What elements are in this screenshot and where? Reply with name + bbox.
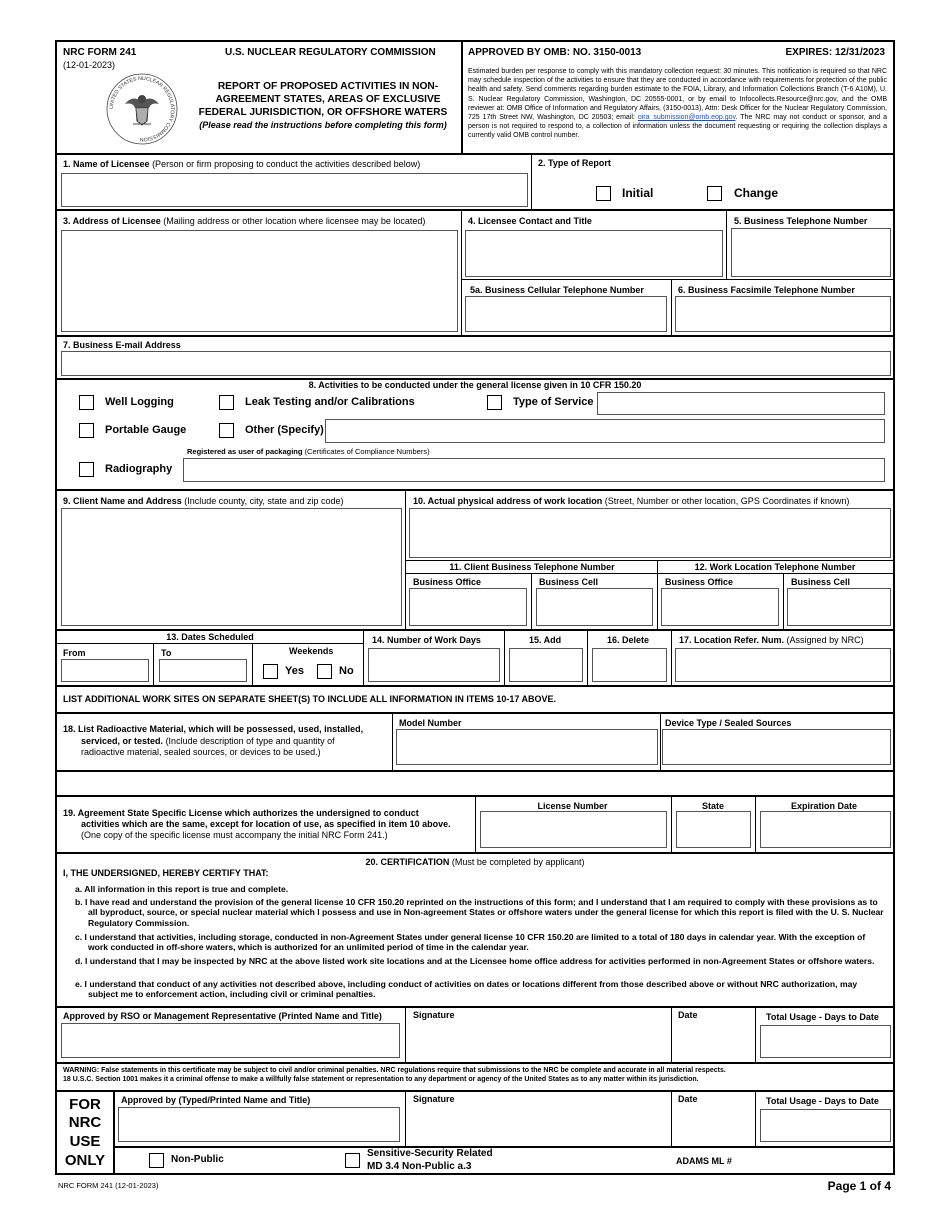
nrc-total-usage-input[interactable] bbox=[760, 1109, 891, 1142]
weekends-yes-checkbox[interactable] bbox=[263, 664, 278, 679]
additional-sites-note: LIST ADDITIONAL WORK SITES ON SEPARATE SHEET(S) TO INCLUDE ALL INFORMATION IN ITEMS 10-17 ABOVE. bbox=[63, 694, 557, 704]
form-number: NRC FORM 241 bbox=[63, 47, 137, 58]
field-19-line-3: (One copy of the specific license must accompany the initial NRC Form 241.) bbox=[81, 830, 388, 840]
field-15-label: 15. Add bbox=[529, 635, 562, 645]
certification-item-c: c. I understand that activities, including storage, conducted in non-Agreement States under general license 10 CFR 150.20 are limited to a total of 180 days in calendar year. With the exception of work conducted in off-shore waters, which is authorized for an unlimited period of time in the calendar year. bbox=[75, 932, 866, 953]
business-phone-input[interactable] bbox=[731, 228, 891, 277]
applicant-date-label: Date bbox=[678, 1010, 698, 1020]
field-3-label: 3. Address of Licensee (Mailing address or other location where licensee may be located) bbox=[63, 216, 426, 226]
expiration-date-label: Expiration Date bbox=[790, 801, 857, 811]
omb-email-link[interactable]: oira_submission@omb.eop.gov bbox=[637, 114, 736, 122]
device-type-label: Device Type / Sealed Sources bbox=[665, 718, 792, 728]
seal-text: UNITED STATES NUCLEAR REGULATORY COMMISSION bbox=[108, 75, 176, 143]
device-type-input[interactable] bbox=[662, 729, 891, 765]
total-usage-label: Total Usage - Days to Date bbox=[766, 1012, 879, 1022]
licensee-contact-input[interactable] bbox=[465, 230, 723, 277]
field-9-label: 9. Client Name and Address (Include county, city, state and zip code) bbox=[63, 496, 344, 506]
rso-name-input[interactable] bbox=[61, 1023, 400, 1058]
portable-gauge-label: Portable Gauge bbox=[105, 424, 187, 436]
date-from-input[interactable] bbox=[61, 659, 149, 682]
certification-item-d: d. I understand that I may be inspected by NRC at the above listed work site locations and at the Licensee home office address for activities performed in non-Agreement States or offshore waters. bbox=[75, 956, 875, 966]
field-17-label: 17. Location Refer. Num. (Assigned by NRC) bbox=[679, 635, 864, 645]
business-cell-input[interactable] bbox=[465, 296, 667, 332]
licensee-name-input[interactable] bbox=[61, 173, 528, 207]
work-location-address-input[interactable] bbox=[409, 508, 891, 558]
date-to-label: To bbox=[161, 648, 172, 658]
other-activity-label: Other (Specify) bbox=[245, 424, 324, 436]
type-of-service-checkbox[interactable] bbox=[487, 395, 502, 410]
radiography-checkbox[interactable] bbox=[79, 462, 94, 477]
well-logging-checkbox[interactable] bbox=[79, 395, 94, 410]
change-label: Change bbox=[734, 186, 779, 200]
client-cell-label: Business Cell bbox=[539, 577, 599, 587]
license-number-input[interactable] bbox=[480, 811, 667, 848]
work-cell-label: Business Cell bbox=[791, 577, 851, 587]
licensee-address-input[interactable] bbox=[61, 230, 458, 332]
certification-item-e: e. I understand that conduct of any activities not described above, including conduct of activities on dates or locations different from those described above or without NRC authorization, may subject me to enforcement action, including civil or criminal penalties. bbox=[75, 979, 858, 1000]
work-cell-phone-input[interactable] bbox=[787, 588, 891, 626]
applicant-signature-label: Signature bbox=[413, 1010, 455, 1020]
non-public-checkbox[interactable] bbox=[149, 1153, 164, 1168]
only-label: ONLY bbox=[64, 1152, 106, 1169]
field-19-line-2: activities which are the same, except for location of use, as specified in item 10 above. bbox=[81, 819, 451, 829]
field-13-label: 13. Dates Scheduled bbox=[166, 632, 254, 642]
work-days-input[interactable] bbox=[368, 648, 500, 682]
leak-testing-label: Leak Testing and/or Calibrations bbox=[245, 396, 415, 408]
nrc-approved-by-label: Approved by (Typed/Printed Name and Title) bbox=[121, 1095, 311, 1105]
field-12-label: 12. Work Location Telephone Number bbox=[694, 562, 856, 572]
nrc-signature-label: Signature bbox=[413, 1094, 455, 1104]
date-from-label: From bbox=[63, 648, 86, 658]
total-usage-input[interactable] bbox=[760, 1025, 891, 1058]
weekends-label: Weekends bbox=[289, 646, 334, 656]
registered-packaging-label: Registered as user of packaging (Certificates of Compliance Numbers) bbox=[187, 447, 430, 456]
title-subtitle: (Please read the instructions before completing this form) bbox=[199, 120, 447, 130]
field-16-label: 16. Delete bbox=[607, 635, 650, 645]
field-4-label: 4. Licensee Contact and Title bbox=[468, 216, 592, 226]
other-activity-input[interactable] bbox=[325, 419, 885, 443]
certification-title: 20. CERTIFICATION (Must be completed by applicant) bbox=[365, 857, 585, 867]
model-number-label: Model Number bbox=[399, 718, 462, 728]
nrc-approved-by-input[interactable] bbox=[118, 1107, 400, 1142]
nrc-seal-icon bbox=[105, 72, 179, 146]
client-name-address-input[interactable] bbox=[61, 508, 402, 626]
field-5-label: 5. Business Telephone Number bbox=[734, 216, 868, 226]
field-11-label: 11. Client Business Telephone Number bbox=[449, 562, 615, 572]
model-number-input[interactable] bbox=[396, 729, 658, 765]
field-2-label: 2. Type of Report bbox=[538, 158, 611, 168]
radiography-label: Radiography bbox=[105, 463, 173, 475]
state-input[interactable] bbox=[676, 811, 751, 848]
field-1-label: 1. Name of Licensee (Person or firm proposing to conduct the activities described below) bbox=[63, 159, 421, 169]
client-office-label: Business Office bbox=[413, 577, 482, 587]
nrc-total-usage-label: Total Usage - Days to Date bbox=[766, 1096, 879, 1106]
location-reference-input[interactable] bbox=[675, 648, 891, 682]
initial-label: Initial bbox=[622, 186, 654, 200]
title-line-3: FEDERAL JURISDICTION, OR OFFSHORE WATERS bbox=[198, 107, 448, 118]
weekends-yes-label: Yes bbox=[285, 665, 304, 677]
rso-approval-label: Approved by RSO or Management Representative (Printed Name and Title) bbox=[63, 1011, 382, 1021]
initial-report-checkbox[interactable] bbox=[596, 186, 611, 201]
footer-form-id: NRC FORM 241 (12-01-2023) bbox=[58, 1181, 159, 1190]
portable-gauge-checkbox[interactable] bbox=[79, 423, 94, 438]
warning-line-2: 18 U.S.C. Section 1001 makes it a criminal offense to make a willfully false statement or representation to any department or agency of the United States as to any matter within its jurisdiction. bbox=[63, 1076, 699, 1083]
nrc-form-241 bbox=[55, 40, 895, 1175]
work-office-label: Business Office bbox=[665, 577, 734, 587]
nrc-label: NRC bbox=[68, 1114, 102, 1131]
field-18-line-2: serviced, or tested. (Include description of type and quantity of bbox=[81, 736, 335, 746]
leak-testing-checkbox[interactable] bbox=[219, 395, 234, 410]
certification-item-a: a. All information in this report is true and complete. bbox=[75, 884, 289, 894]
type-of-service-input[interactable] bbox=[597, 392, 885, 415]
nrc-date-label: Date bbox=[678, 1094, 698, 1104]
date-to-input[interactable] bbox=[159, 659, 247, 682]
adams-ml-label: ADAMS ML # bbox=[676, 1156, 732, 1166]
field-10-label: 10. Actual physical address of work location (Street, Number or other location, GPS Coordinates if known) bbox=[413, 496, 850, 506]
title-line-1: REPORT OF PROPOSED ACTIVITIES IN NON- bbox=[217, 81, 439, 92]
use-label: USE bbox=[69, 1133, 101, 1150]
certification-intro: I, THE UNDERSIGNED, HEREBY CERTIFY THAT: bbox=[63, 868, 269, 878]
field-18-line-3: radioactive material, sealed sources, or devices to be used.) bbox=[81, 747, 321, 757]
expiration-date-input[interactable] bbox=[760, 811, 891, 848]
for-label: FOR bbox=[69, 1096, 101, 1113]
non-public-label: Non-Public bbox=[171, 1154, 224, 1165]
client-office-phone-input[interactable] bbox=[409, 588, 527, 626]
other-activity-checkbox[interactable] bbox=[219, 423, 234, 438]
expiration-date: EXPIRES: 12/31/2023 bbox=[785, 47, 885, 58]
field-5a-label: 5a. Business Cellular Telephone Number bbox=[470, 285, 644, 295]
sensitive-security-label: Sensitive-Security Related bbox=[367, 1148, 493, 1159]
burden-statement: Estimated burden per response to comply with this mandatory collection request: 30 minutes. This notification is required so that NRC may schedule inspection of the activities to ensure that they are conducted in accordance with requirements for protection of the public health and safety. Send comments regarding burden estimate to the FOIA, Library, and Information Collections Branch (T-6 A10M), U. S. Nuclear Regulatory Commission, Washington, DC 20555-0001, or by email to Infocollects.Resource@nrc.gov, and the OMB reviewer at: OMB Office of Information and Regulatory Affairs, (3150-0013), Attn: Desk Officer for the Nuclear Regulatory Commission, 725 17th Street NW, Washington, DC 20503; email: oira_submission@omb.eop.gov. The NRC may not conduct or sponsor, and a person is not required to respond to, a collection of information unless the document requesting or requiring the collection displays a currently valid OMB control number. bbox=[468, 68, 887, 140]
certification-item-b: b. I have read and understand the provision of the general license 10 CFR 150.20 reprinted on the instructions of this form; and I understand that I am required to comply with these provisions as to all byproduct, source, or special nuclear material which I possess and use in Non-agreement States or offshore waters under the general license for which this report is filed with the U. S. Nuclear Regulatory Commission. bbox=[75, 897, 884, 928]
md-non-public-label: MD 3.4 Non-Public a.3 bbox=[367, 1161, 472, 1172]
field-14-label: 14. Number of Work Days bbox=[372, 635, 481, 645]
business-email-input[interactable] bbox=[61, 351, 891, 376]
weekends-no-checkbox[interactable] bbox=[317, 664, 332, 679]
type-of-service-label: Type of Service bbox=[513, 396, 594, 408]
sensitive-security-checkbox[interactable] bbox=[345, 1153, 360, 1168]
warning-line-1: WARNING: False statements in this certificate may be subject to civil and/or criminal penalties. NRC regulations require that submissions to the NRC be complete and accurate in all material respects. bbox=[63, 1067, 726, 1074]
weekends-no-label: No bbox=[339, 665, 354, 677]
field-7-label: 7. Business E-mail Address bbox=[63, 340, 181, 350]
client-cell-phone-input[interactable] bbox=[536, 588, 653, 626]
field-6-label: 6. Business Facsimile Telephone Number bbox=[678, 285, 855, 295]
add-input[interactable] bbox=[509, 648, 583, 682]
title-line-2: AGREEMENT STATES, AREAS OF EXCLUSIVE bbox=[215, 94, 441, 105]
license-number-label: License Number bbox=[537, 801, 608, 811]
business-fax-input[interactable] bbox=[675, 296, 891, 332]
field-18-line-1: 18. List Radioactive Material, which will be possessed, used, installed, bbox=[63, 724, 364, 734]
state-label: State bbox=[701, 801, 724, 811]
form-date: (12-01-2023) bbox=[63, 60, 116, 70]
change-report-checkbox[interactable] bbox=[707, 186, 722, 201]
page-number: Page 1 of 4 bbox=[827, 1179, 891, 1193]
field-8-label: 8. Activities to be conducted under the general license given in 10 CFR 150.20 bbox=[308, 380, 642, 390]
field-19-line-1: 19. Agreement State Specific License which authorizes the undersigned to conduct bbox=[63, 808, 419, 818]
well-logging-label: Well Logging bbox=[105, 396, 174, 408]
delete-input[interactable] bbox=[592, 648, 667, 682]
omb-approval: APPROVED BY OMB: NO. 3150-0013 bbox=[468, 47, 642, 58]
work-office-phone-input[interactable] bbox=[661, 588, 779, 626]
agency-name: U.S. NUCLEAR REGULATORY COMMISSION bbox=[225, 47, 436, 58]
compliance-numbers-input[interactable] bbox=[183, 458, 885, 482]
